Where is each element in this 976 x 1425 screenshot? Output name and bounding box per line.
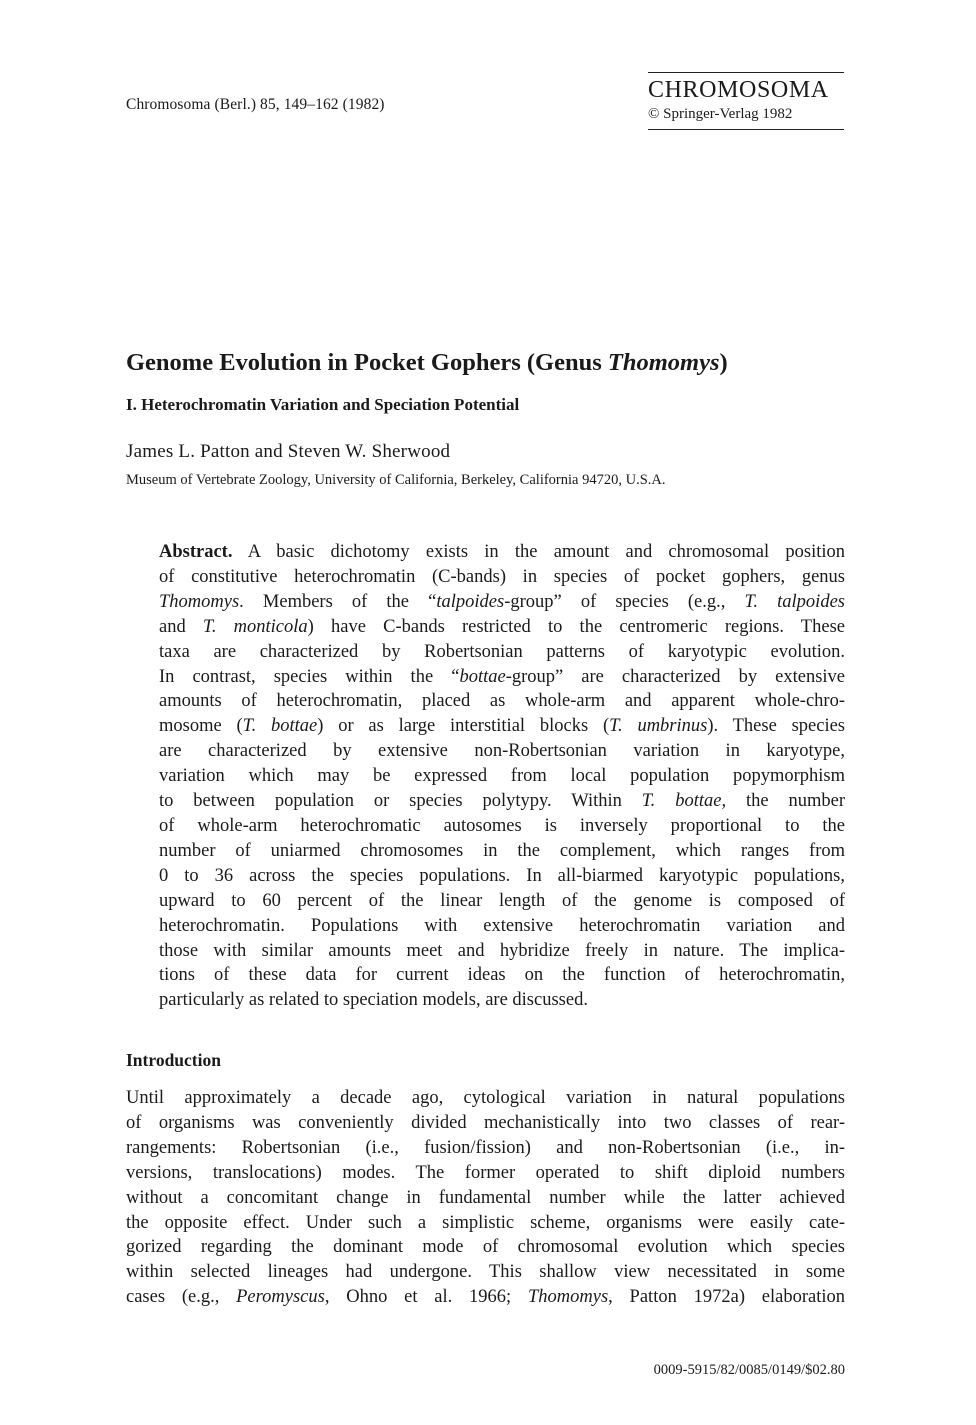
abstract-line: mosome (T. bottae) or as large interstitial blocks (T. umbrinus). These species (159, 716, 845, 737)
title-end: ) (719, 349, 728, 376)
article-code: 0009-5915/82/0085/0149/$02.80 (653, 1362, 845, 1378)
abstract-line: In contrast, species within the “bottae-group” are characterized by extensive (159, 666, 845, 687)
abstract-line: and T. monticola) have C-bands restricted to the centromeric regions. These (159, 616, 845, 637)
abstract-line: variation which may be expressed from local population popymorphism (159, 766, 845, 787)
abstract-line: tions of these data for current ideas on the function of heterochromatin, (159, 965, 845, 986)
abstract-line: particularly as related to speciation models, are discussed. (159, 990, 588, 1011)
abstract-line: to between population or species polytypy. Within T. bottae, the number (159, 791, 845, 812)
abstract-line: of whole-arm heterochromatic autosomes is inversely proportional to the (159, 815, 845, 836)
body-line: without a concomitant change in fundamental number while the latter achieved (126, 1187, 845, 1208)
introduction-body (126, 1086, 845, 1310)
title-main: Genome Evolution in Pocket Gophers (Genus (126, 349, 608, 376)
abstract-line: taxa are characterized by Robertsonian patterns of karyotypic evolution. (159, 641, 845, 662)
abstract-line: number of uniarmed chromosomes in the complement, which ranges from (159, 840, 845, 861)
abstract-line: 0 to 36 across the species populations. In all-biarmed karyotypic populations, (159, 865, 845, 886)
section-heading-introduction: Introduction (126, 1050, 221, 1070)
abstract-line: are characterized by extensive non-Robertsonian variation in karyotype, (159, 741, 845, 762)
abstract-line: heterochromatin. Populations with extensive heterochromatin variation and (159, 915, 845, 936)
body-line: gorized regarding the dominant mode of chromosomal evolution which species (126, 1237, 845, 1258)
author-affiliation: Museum of Vertebrate Zoology, University of California, Berkeley, California 94720, U.S.A. (126, 472, 666, 488)
publisher-copyright: © Springer-Verlag 1982 (648, 106, 793, 122)
body-line: within selected lineages had undergone. This shallow view necessitated in some (126, 1262, 845, 1283)
article-subtitle: I. Heterochromatin Variation and Speciation Potential (126, 395, 520, 414)
journal-name: CHROMOSOMA (648, 77, 829, 103)
body-line: versions, translocations) modes. The former operated to shift diploid numbers (126, 1162, 845, 1183)
article-title (126, 349, 728, 377)
body-line: the opposite effect. Under such a simplistic scheme, organisms were easily cate- (126, 1212, 845, 1233)
abstract-label: Abstract. (159, 542, 233, 562)
body-line: cases (e.g., Peromyscus, Ohno et al. 1966; Thomomys, Patton 1972a) elaboration (126, 1287, 845, 1308)
article-authors: James L. Patton and Steven W. Sherwood (126, 441, 451, 462)
body-line: rangements: Robertsonian (i.e., fusion/fission) and non-Robertsonian (i.e., in- (126, 1137, 845, 1158)
abstract-line: upward to 60 percent of the linear length of the genome is composed of (159, 890, 845, 911)
abstract-line: those with similar amounts meet and hybridize freely in nature. The implica- (159, 940, 845, 961)
abstract-line: Thomomys. Members of the “talpoides-group” of species (e.g., T. talpoides (159, 591, 845, 612)
abstract-line: amounts of heterochromatin, placed as whole-arm and apparent whole-chro- (159, 691, 845, 712)
abstract (159, 540, 845, 1013)
abstract-line: Abstract. A basic dichotomy exists in the amount and chromosomal position (159, 542, 845, 562)
body-line: of organisms was conveniently divided mechanistically into two classes of rear- (126, 1112, 845, 1133)
journal-masthead (648, 72, 844, 130)
title-genus: Thomomys (607, 349, 720, 376)
journal-citation: Chromosoma (Berl.) 85, 149–162 (1982) (126, 96, 385, 113)
abstract-line: of constitutive heterochromatin (C-bands) in species of pocket gophers, genus (159, 566, 845, 587)
body-line: Until approximately a decade ago, cytological variation in natural populations (126, 1088, 845, 1108)
